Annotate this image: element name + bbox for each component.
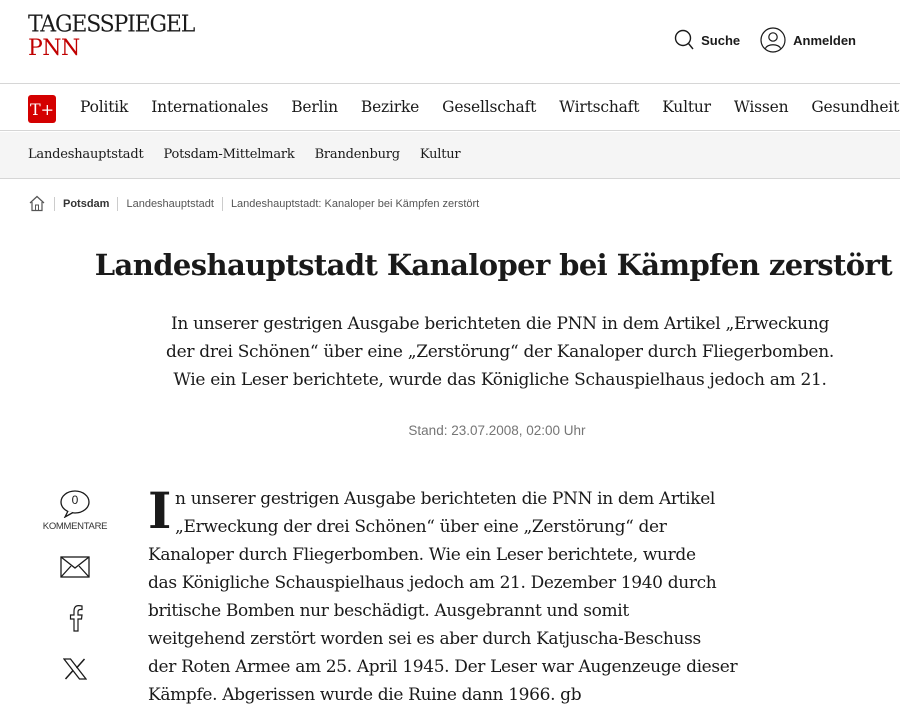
sub-navigation — [0, 132, 900, 179]
site-header — [0, 0, 900, 84]
comment-icon — [60, 490, 90, 516]
search-icon — [674, 29, 694, 51]
comment-count: 0 — [71, 493, 79, 507]
breadcrumb-separator — [222, 197, 223, 211]
comments-button[interactable] — [38, 490, 112, 532]
breadcrumb-separator — [117, 197, 118, 211]
user-icon — [760, 27, 786, 53]
sub-nav-list — [28, 147, 480, 162]
body-line: „Erweckung der drei Schönen“ über eine „Zerstörung“ der — [175, 517, 667, 537]
dropcap: I — [148, 481, 172, 540]
lead-line: In unserer gestrigen Ausgabe berichteten die PNN in dem Artikel „Erweckung — [170, 314, 830, 334]
tplus-logo-button[interactable]: T+ — [28, 95, 56, 123]
comment-label: KOMMENTARE — [42, 521, 108, 532]
article-lead — [130, 310, 870, 394]
nav-item-politik[interactable]: Politik — [80, 98, 129, 116]
nav-item-internationales[interactable]: Internationales — [151, 98, 269, 116]
logo-sub-text: PNN — [28, 36, 80, 61]
article-title: Kanaloper bei Kämpfen zerstört — [386, 248, 892, 282]
header-actions — [674, 27, 856, 53]
nav-item-wissen[interactable]: Wissen — [733, 98, 789, 116]
main-nav-list — [80, 98, 900, 116]
facebook-share-button[interactable] — [38, 604, 112, 632]
body-line: Kanaloper durch Fliegerbomben. Wie ein Leser berichtete, wurde — [148, 545, 696, 565]
body-line: das Königliche Schauspielhaus jedoch am 21. Dezember 1940 durch — [148, 573, 717, 593]
article-body — [148, 481, 778, 709]
body-line: Kämpfe. Abgerissen wurde die Ruine dann 1966. gb — [148, 685, 582, 705]
nav-item-wirtschaft[interactable]: Wirtschaft — [559, 98, 640, 116]
mail-icon — [60, 556, 90, 578]
breadcrumb-separator — [54, 197, 55, 211]
x-share-button[interactable] — [38, 658, 112, 680]
subnav-item-landeshauptstadt[interactable]: Landeshauptstadt — [28, 147, 144, 162]
x-icon — [63, 658, 87, 680]
login-button[interactable] — [760, 27, 856, 53]
main-navigation — [0, 85, 900, 131]
lead-line: der drei Schönen“ über eine „Zerstörung“ der Kanaloper durch Fliegerbomben. — [166, 342, 834, 362]
breadcrumb-landeshauptstadt[interactable]: Landeshauptstadt — [126, 197, 214, 210]
subnav-item-potsdam-mittelmark[interactable]: Potsdam-Mittelmark — [163, 147, 295, 162]
lead-line: Wie ein Leser berichtete, wurde das Königliche Schauspielhaus jedoch am 21. — [173, 370, 827, 390]
nav-item-kultur[interactable]: Kultur — [662, 98, 711, 116]
share-sidebar — [38, 490, 112, 680]
search-button[interactable] — [674, 29, 740, 51]
search-label: Suche — [701, 32, 741, 48]
subnav-item-kultur[interactable]: Kultur — [419, 147, 461, 162]
nav-item-gesellschaft[interactable]: Gesellschaft — [442, 98, 537, 116]
breadcrumb — [28, 195, 479, 212]
body-line: britische Bomben nur beschädigt. Ausgebrannt und somit — [148, 601, 629, 621]
facebook-icon — [67, 604, 83, 632]
article-timestamp: Stand: 23.07.2008, 02:00 Uhr — [408, 423, 586, 438]
site-logo[interactable] — [28, 11, 195, 61]
logo-main-text: TAGESSPIEGEL — [28, 11, 195, 38]
body-line: der Roten Armee am 25. April 1945. Der Leser war Augenzeuge dieser — [148, 657, 738, 677]
article-headline — [0, 248, 900, 282]
subnav-item-brandenburg[interactable]: Brandenburg — [314, 147, 400, 162]
mail-share-button[interactable] — [38, 556, 112, 578]
breadcrumb-current: Landeshauptstadt: Kanaloper bei Kämpfen zerstört — [230, 197, 480, 210]
breadcrumb-potsdam[interactable]: Potsdam — [63, 197, 110, 210]
home-icon[interactable] — [28, 195, 46, 212]
login-label: Anmelden — [793, 32, 856, 48]
nav-item-bezirke[interactable]: Bezirke — [360, 98, 420, 116]
article-kicker: Landeshauptstadt — [94, 248, 378, 282]
nav-item-berlin[interactable]: Berlin — [291, 98, 338, 116]
nav-item-gesundheit[interactable]: Gesundheit — [811, 98, 900, 116]
body-line: weitgehend zerstört worden sei es aber durch Katjuscha-Beschuss — [148, 629, 701, 649]
body-line: n unserer gestrigen Ausgabe berichteten die PNN in dem Artikel — [175, 489, 715, 509]
